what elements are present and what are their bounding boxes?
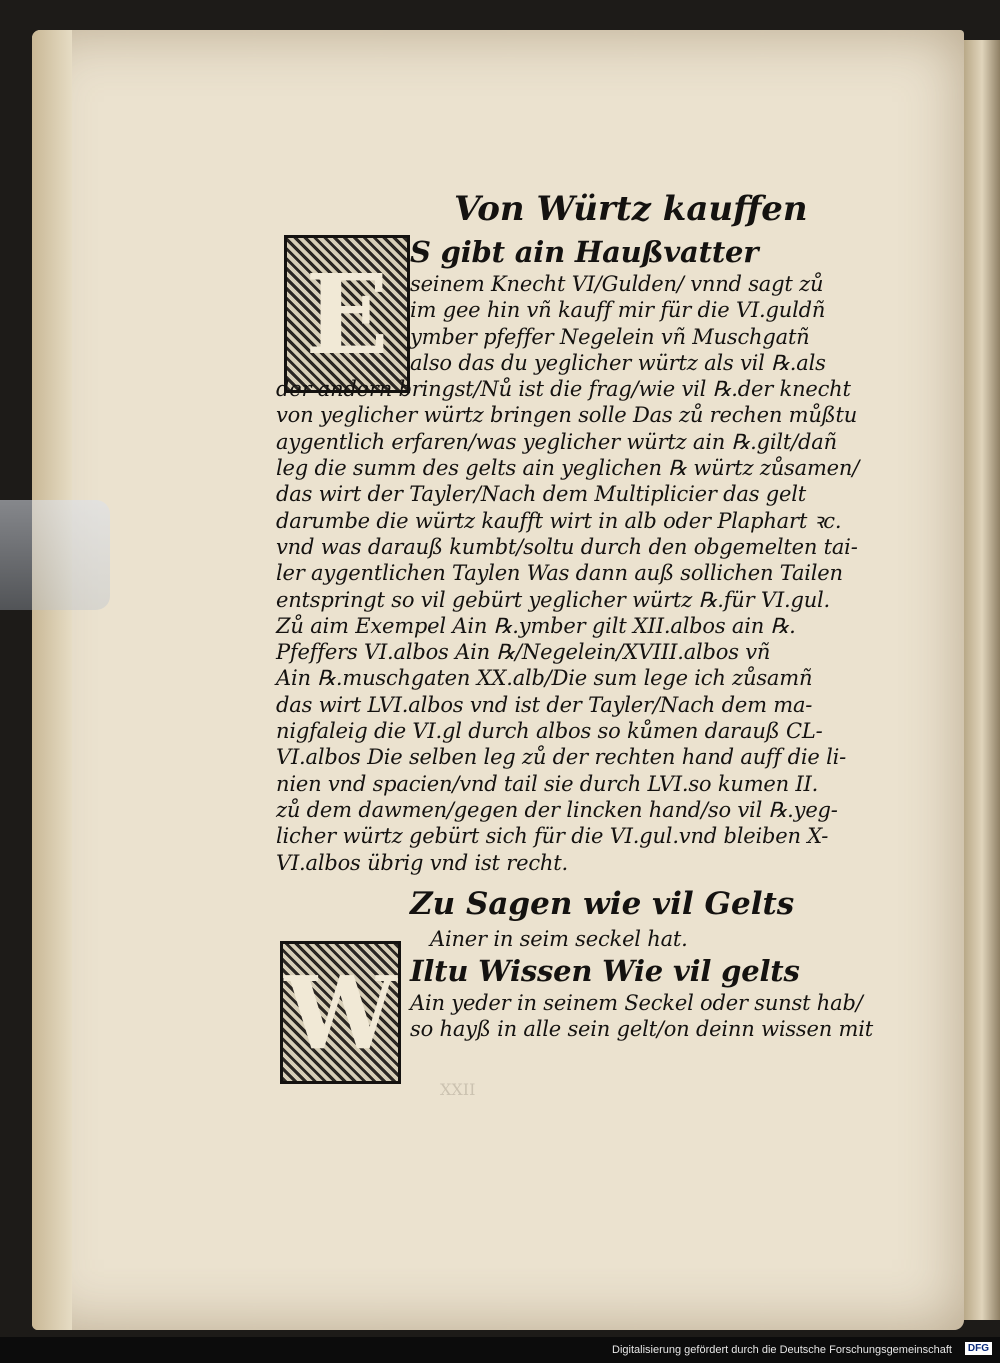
text-line: nien vnd spacien/vnd tail sie durch LVI.so kumen II. <box>276 771 819 796</box>
footer-text: Digitalisierung gefördert durch die Deutsche Forschungsgemeinschaft <box>612 1344 952 1356</box>
text-line: ymber pfeffer Negelein vñ Muschgatñ <box>410 324 810 349</box>
dfg-logo: DFG <box>965 1342 992 1355</box>
text-line: zů dem dawmen/gegen der lincken hand/so vil ℞.yeg- <box>276 797 838 822</box>
section-subheading: Ainer in seim seckel hat. <box>430 926 688 951</box>
text-line: das wirt der Tayler/Nach dem Multiplicier das gelt <box>276 482 807 507</box>
text-line: VI.albos Die selben leg zů der rechten hand auff die li- <box>276 745 847 770</box>
paragraph-1 <box>276 233 860 876</box>
text-line: Iltu Wissen Wie vil gelts <box>410 954 800 989</box>
text-line: Zů aim Exempel Ain ℞.ymber gilt XII.albos ain ℞. <box>276 613 796 638</box>
page-title: Von Würtz kauffen <box>454 189 808 229</box>
text-line: darumbe die würtz kaufft wirt in alb oder Plaphart ꝛc. <box>276 508 842 533</box>
text-line: S gibt ain Haußvatter <box>410 235 759 269</box>
text-line: so hayß in alle sein gelt/on deinn wissen mit <box>410 1017 873 1042</box>
decorated-initial: W <box>280 941 401 1084</box>
text-line: vnd was darauß kumbt/soltu durch den obgemelten tai- <box>276 534 858 559</box>
text-line: aygentlich erfaren/was yeglicher würtz ain ℞.gilt/dañ <box>276 429 837 454</box>
text-line: das wirt LVI.albos vnd ist der Tayler/Nach dem ma- <box>276 692 813 717</box>
text-line: der andern bringst/Nů ist die frag/wie vil ℞.der knecht <box>276 377 851 402</box>
bleed-through-text: XXII <box>440 1080 476 1099</box>
text-line: also das du yeglicher würtz als vil ℞.als <box>410 350 826 375</box>
footer-bar <box>0 1337 1000 1363</box>
text-line: licher würtz gebürt sich für die VI.gul.vnd bleiben X- <box>276 824 829 849</box>
text-line: leg die summ des gelts ain yeglichen ℞ würtz zůsamen/ <box>276 456 860 481</box>
page-text <box>276 185 873 1043</box>
text-line: nigfaleig die VI.gl durch albos so kůmen darauß CL- <box>276 719 823 744</box>
page-clip <box>0 500 110 610</box>
paragraph-2 <box>276 952 873 1043</box>
text-line: VI.albos übrig vnd ist recht. <box>276 850 568 875</box>
text-line: Pfeffers VI.albos Ain ℞/Negelein/XVIII.albos vñ <box>276 640 771 665</box>
text-line: seinem Knecht VI/Gulden/ vnnd sagt zů <box>410 272 824 296</box>
page-edge <box>32 30 72 1330</box>
book-spine <box>964 40 1000 1320</box>
text-line: von yeglicher würtz bringen solle Das zů rechen můßtu <box>276 403 858 428</box>
text-line: im gee hin vñ kauff mir für die VI.guldñ <box>410 298 826 323</box>
text-line: Ain yeder in seinem Seckel oder sunst hab/ <box>410 991 863 1016</box>
text-line: ler aygentlichen Taylen Was dann auß sollichen Tailen <box>276 561 843 586</box>
section-heading: Zu Sagen wie vil Gelts <box>410 885 795 922</box>
text-line: entspringt so vil gebürt yeglicher würtz ℞.für VI.gul. <box>276 587 831 612</box>
section-heading-block <box>276 882 856 952</box>
text-line: Ain ℞.muschgaten XX.alb/Die sum lege ich zůsamñ <box>276 666 813 691</box>
decorated-initial: E <box>284 235 410 393</box>
